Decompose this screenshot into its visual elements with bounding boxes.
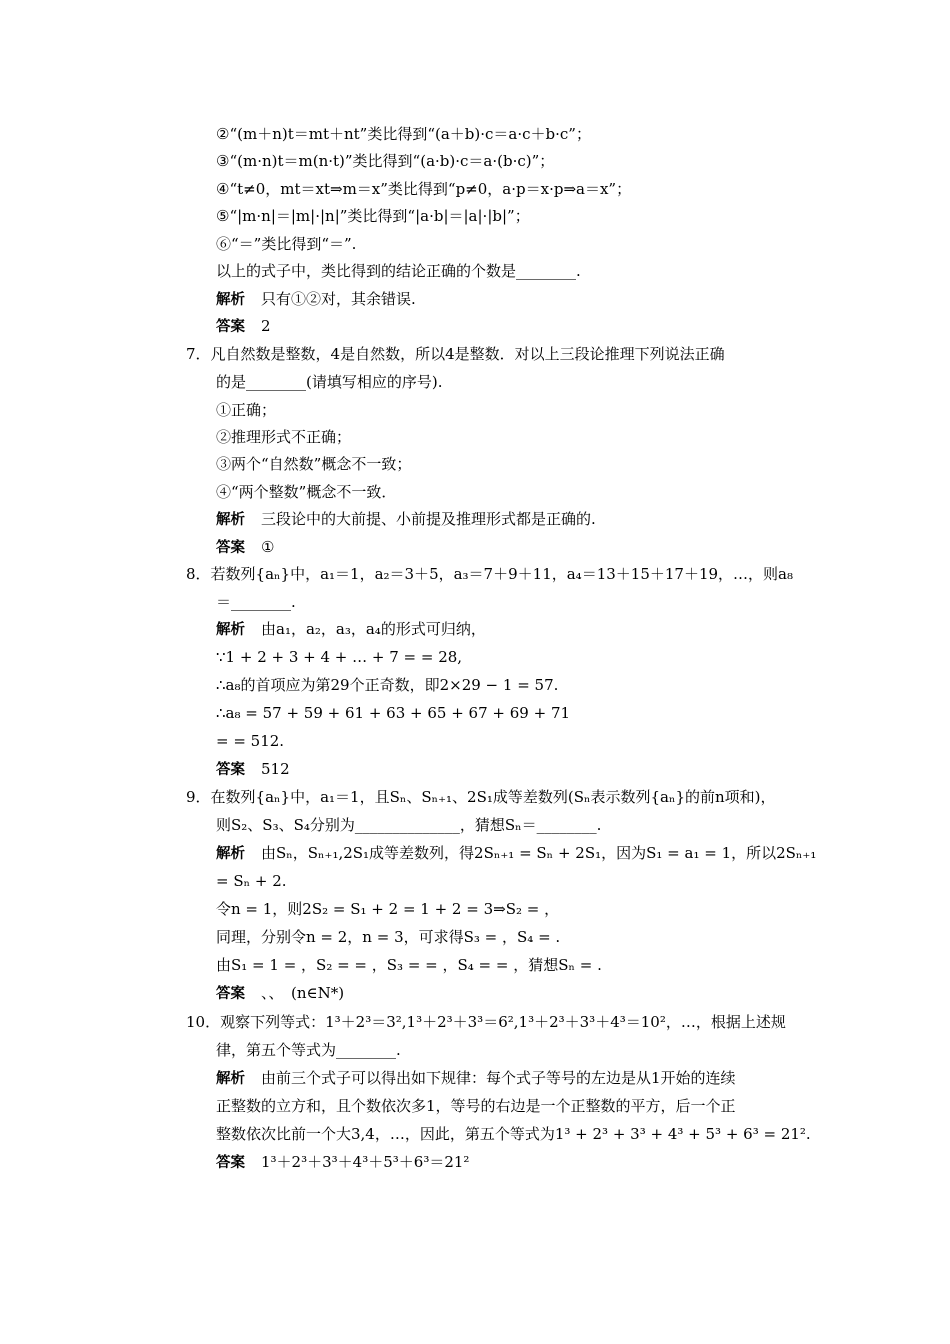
text-line: ③两个“自然数”概念不一致； [216,455,412,473]
answer-label: 答案 [216,986,245,1002]
text-content: 1³＋2³＋3³＋4³＋5³＋6³＝21² [261,1153,470,1171]
text-line: ＝________. [216,593,296,611]
text-content: 由a₁，a₂，a₃，a₄的形式可归纳， [261,620,486,638]
answer-label: 答案 [216,1155,245,1171]
text-content: ① [261,538,275,556]
text-content: 2 [261,317,271,335]
analysis-label: 解析 [216,512,245,528]
text-line: ③“(m·n)t＝m(n·t)”类比得到“(a·b)·c＝a·(b·c)”； [216,152,555,170]
text-line: 由S₁ = 1 = ，S₂ = = ，S₃ = = ，S₄ = = ，猜想Sₙ = . [216,956,602,974]
text-line: ∴a₈ = 57 + 59 + 61 + 63 + 65 + 67 + 69 + 71 [216,704,571,722]
text-line: ④“两个整数”概念不一致． [216,483,397,501]
answer-line [216,316,271,338]
text-line: = = 512. [216,732,285,750]
text-line: 令n = 1，则2S₂ = S₁ + 2 = 1 + 2 = 3⇒S₂ = ， [216,900,560,918]
question-7: 7．凡自然数是整数，4是自然数，所以4是整数．对以上三段论推理下列说法正确 [186,345,725,363]
answer-line [216,537,274,559]
answer-label: 答案 [216,762,245,778]
text-line: = Sₙ + 2. [216,872,287,890]
answer-line [216,759,290,781]
text-line: ∴a₈的首项应为第29个正奇数，即2×29 − 1 = 57. [216,676,559,694]
text-line: ①正确； [216,401,277,419]
analysis-label: 解析 [216,846,245,862]
answer-label: 答案 [216,540,245,556]
text-content: 只有①②对，其余错误. [261,290,416,308]
answer-label: 答案 [216,319,245,335]
analysis-label: 解析 [216,1071,245,1087]
analysis-line [216,843,816,865]
text-content: 三段论中的大前提、小前提及推理形式都是正确的. [261,510,596,528]
question-10: 10．观察下列等式：1³＋2³＝3²,1³＋2³＋3³＝6²,1³＋2³＋3³＋4³＝10²，…，根据上述规 [186,1013,786,1031]
answer-line [216,983,344,1005]
analysis-label: 解析 [216,292,245,308]
analysis-line [216,619,486,641]
text-line: 同理，分别令n = 2，n = 3，可求得S₃ = ，S₄ = . [216,928,561,946]
text-content: 512 [261,760,290,778]
question-9: 9．在数列{aₙ}中，a₁＝1，且Sₙ、Sₙ₊₁、2S₁成等差数列(Sₙ表示数列{aₙ}的前n项和)， [186,788,776,806]
analysis-label: 解析 [216,622,245,638]
text-content: 、、 (n∈N*) [261,984,345,1002]
text-line: 律，第五个等式为________. [216,1041,401,1059]
analysis-line [216,1068,736,1090]
text-line: ∵1 + 2 + 3 + 4 + … + 7 = = 28, [216,648,463,666]
text-line: ④“t≠0，mt＝xt⇒m＝x”类比得到“p≠0，a·p＝x·p⇒a＝x”； [216,180,632,198]
text-line: 以上的式子中，类比得到的结论正确的个数是________. [216,262,581,280]
analysis-line [216,509,596,531]
text-line: 整数依次比前一个大3,4，…，因此，第五个等式为1³ + 2³ + 3³ + 4³ + 5³ + 6³ = 21². [216,1125,811,1143]
question-8: 8．若数列{aₙ}中，a₁＝1，a₂＝3＋5，a₃＝7＋9＋11，a₄＝13＋15＋17＋19，…，则a₈ [186,565,793,583]
text-line: ②推理形式不正确； [216,428,352,446]
text-line: 的是________(请填写相应的序号). [216,373,443,391]
text-line: ⑤“|m·n|＝|m|·|n|”类比得到“|a·b|＝|a|·|b|”； [216,207,530,225]
text-line: ⑥“＝”类比得到“＝”. [216,235,357,253]
answer-line [216,1152,469,1174]
text-line: 正整数的立方和，且个数依次多1，等号的右边是一个正整数的平方，后一个正 [216,1097,736,1115]
analysis-line [216,289,416,311]
text-content: 由前三个式子可以得出如下规律：每个式子等号的左边是从1开始的连续 [261,1069,736,1087]
text-line: 则S₂、S₃、S₄分别为______________，猜想Sₙ＝________. [216,816,602,834]
text-content: 由Sₙ，Sₙ₊₁,2S₁成等差数列，得2Sₙ₊₁ = Sₙ + 2S₁，因为S₁ = a₁ = 1，所以2Sₙ₊₁ [261,844,817,862]
text-line: ②“(m＋n)t＝mt＋nt”类比得到“(a＋b)·c＝a·c＋b·c”； [216,125,591,143]
